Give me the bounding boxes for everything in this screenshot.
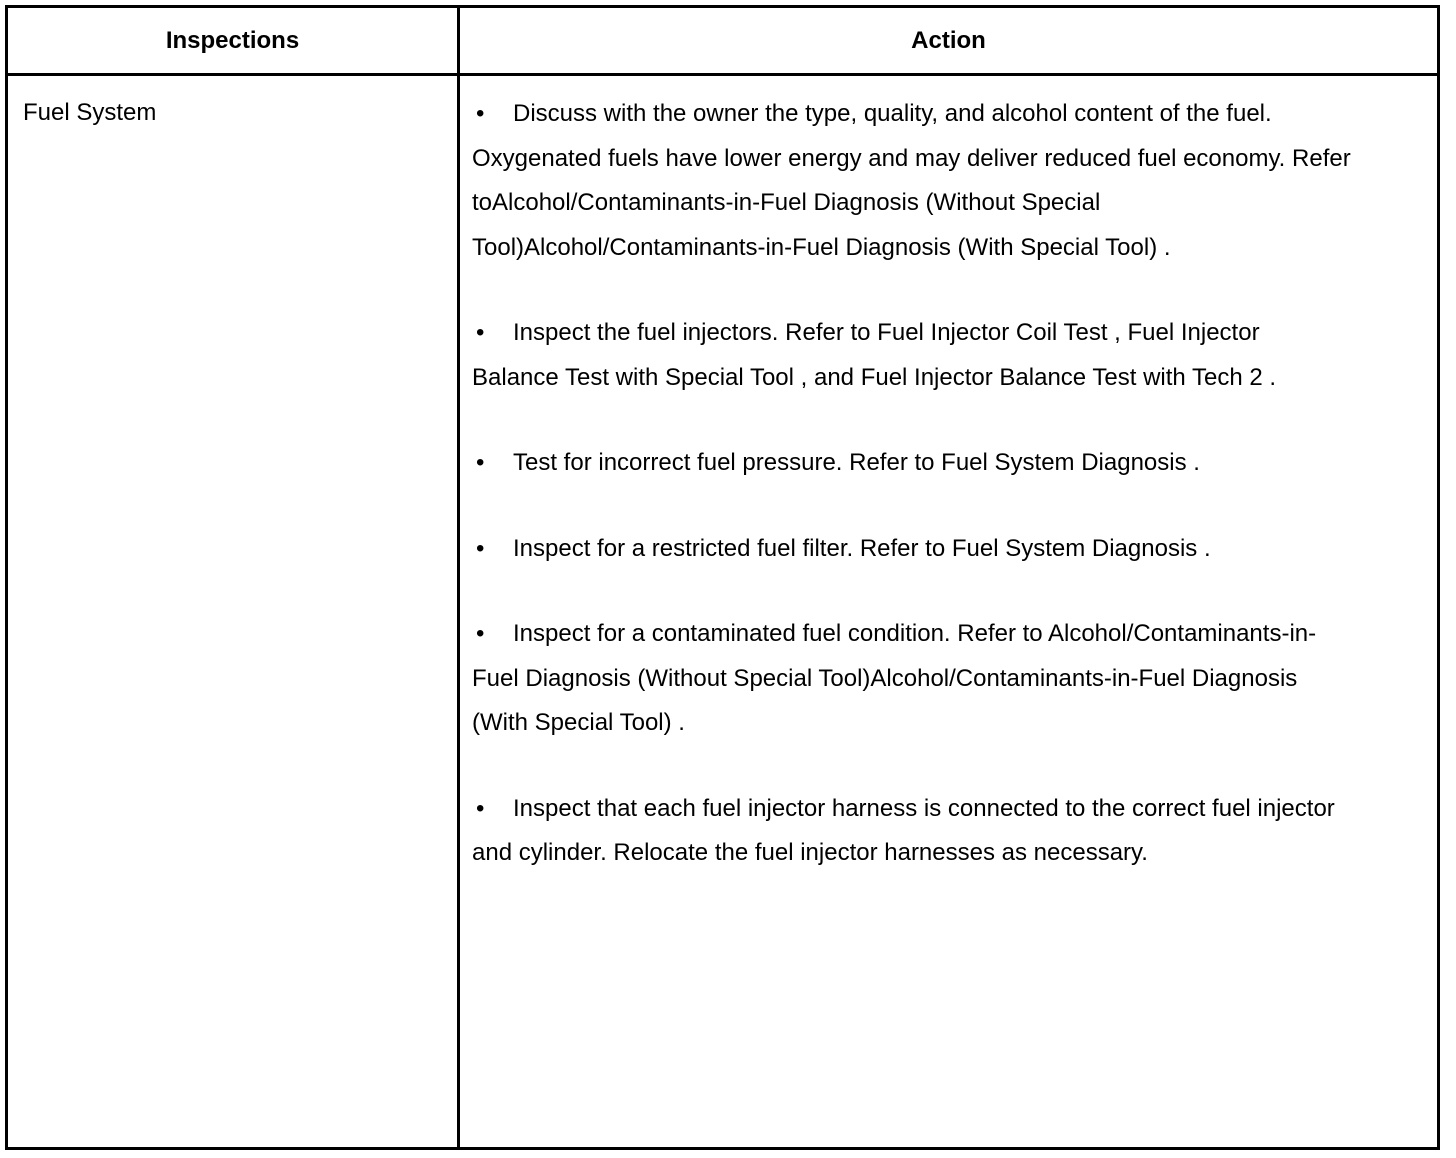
action-text: Inspect the fuel injectors. Refer to Fuel Injector Coil Test , Fuel Injector Balance Test with Special Tool , and Fuel Injector Balance Test with Tech 2 .: [472, 319, 1277, 391]
bullet: •: [476, 449, 485, 476]
action-item: [472, 441, 1352, 486]
action-text: Inspect for a contaminated fuel condition. Refer to Alcohol/Contaminants-in-Fuel Diagnosis (Without Special Tool)Alcohol/Contaminants-in-Fuel Diagnosis (With Special Tool) .: [472, 620, 1317, 736]
bullet: •: [476, 534, 485, 562]
action-text: Discuss with the owner the type, quality, and alcohol content of the fuel. Oxygenated fuels have lower energy and may deliver reduced fuel economy. Refer toAlcohol/Contaminants-in-Fuel Diagnosis (Without Special Tool)Alcohol/Contaminants-in-Fuel Diagnosis (With Special Tool) .: [472, 100, 1351, 261]
header-action: Action: [911, 26, 986, 54]
bullet: •: [476, 319, 485, 346]
bullet: •: [476, 620, 485, 647]
action-item: [472, 527, 1352, 572]
action-text: Test for incorrect fuel pressure. Refer to Fuel System Diagnosis .: [513, 449, 1200, 476]
action-text: Inspect for a restricted fuel filter. Refer to Fuel System Diagnosis .: [513, 534, 1211, 562]
header-divider: [8, 73, 1437, 76]
action-item: [472, 311, 1352, 400]
action-item: [472, 612, 1352, 746]
action-item: [472, 92, 1352, 270]
bullet: •: [476, 100, 485, 127]
action-list: [472, 92, 1352, 917]
column-divider: [457, 8, 460, 1147]
action-item: [472, 787, 1352, 876]
action-text: Inspect that each fuel injector harness is connected to the correct fuel injector and cylinder. Relocate the fuel injector harnesses as necessary.: [472, 794, 1335, 866]
inspection-table: [5, 5, 1440, 1150]
bullet: •: [476, 794, 485, 822]
header-inspections: Inspections: [165, 26, 300, 54]
inspection-cell: Fuel System: [23, 99, 157, 126]
